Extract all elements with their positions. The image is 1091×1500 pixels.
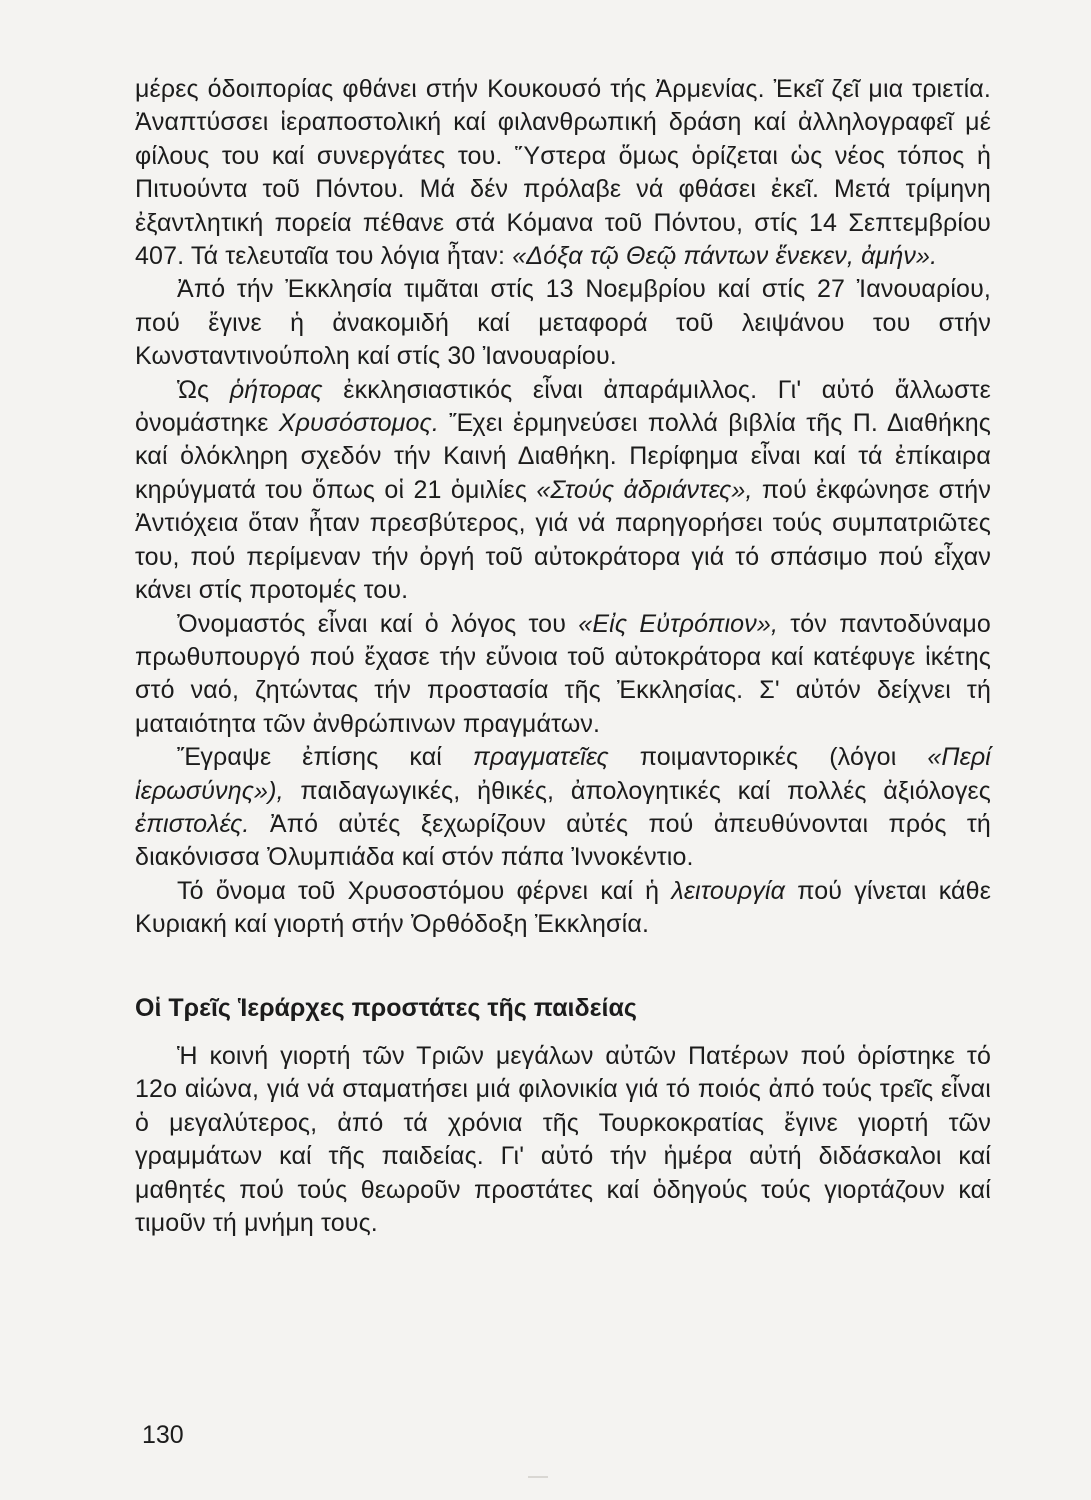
scan-smudge	[528, 1476, 548, 1478]
paragraph-4-part: Ὀνομαστός εἶναι καί ὁ λόγος του	[177, 609, 567, 638]
paragraph-5	[135, 741, 991, 875]
paragraph-1-text: μέρες όδοιπορίας φθάνει στήν Κουκουσό τής Ἀρμενίας. Ἐκεῖ ζεῖ μια τριετία. Ἀναπτύσσει ἱεραποστολική καί φιλανθρωπική δράση καί ἀλληλογραφεῖ μέ φίλους του καί συνεργάτες του. Ὕστερα ὅμως ὁρίζεται ὡς νέος τόπος ἡ Πιτυούντα τοῦ Πόντου. Μά δέν πρόλαβε νά φθάσει ἐκεῖ. Μετά τρίμηνη ἐξαντλητική πορεία πέθανε στά Κόμανα τοῦ Πόντου, στίς 14 Σεπτεμβρίου 407. Τά τελευταῖα του λόγια ἦταν:	[135, 75, 991, 271]
paragraph-5-part: παιδαγωγικές, ἠθικές, ἀπολογητικές καί πολλές ἀξιόλογες	[300, 776, 991, 805]
last-words-quote: «Δόξα τῷ Θεῷ πάντων ἕνεκεν, ἀμήν».	[512, 242, 938, 271]
paragraph-2	[135, 273, 991, 373]
paragraph-3	[135, 374, 991, 608]
paragraph-4	[135, 608, 991, 742]
paragraph-3-italic: Χρυσόστομος.	[278, 409, 439, 438]
paragraph-1	[135, 73, 991, 273]
paragraph-5-italic: «Περί ἱερωσύνης»),	[135, 743, 991, 805]
paragraph-5-italic: ἐπιστολές.	[135, 809, 250, 838]
paragraph-5-italic: πραγματεῖες	[472, 743, 609, 772]
body-text-bottom	[135, 1040, 991, 1240]
paragraph-3-part: πού ἐκφώνησε στήν Ἀντιόχεια ὅταν ἦταν πρεσβύτερος, γιά νά παρηγορήσει τούς συμπατριῶτες του, πού περίμεναν τήν ὀργή τοῦ αὐτοκράτορα γιά τό σπάσιμο πού εἶχαν κάνει στίς προτομές του.	[135, 475, 991, 605]
paragraph-6-part: Τό ὄνομα τοῦ Χρυσοστόμου φέρνει καί ἡ	[177, 876, 660, 905]
paragraph-6-italic: λειτουργία	[671, 876, 786, 905]
paragraph-3-italic: «Στούς ἀδριάντες»,	[536, 475, 753, 504]
paragraph-6-part: πού γίνεται κάθε Κυριακή καί γιορτή στήν Ὀρθόδοξη Ἐκκλησία.	[135, 876, 991, 939]
paragraph-7-text: Ἡ κοινή γιορτή τῶν Τριῶν μεγάλων αὐτῶν Πατέρων πού ὁρίστηκε τό 12ο αἰώνα, γιά νά σταματήσει μιά φιλονικία γιά τό ποιός ἀπό τούς τρεῖς εἶναι ὁ μεγαλύτερος, ἀπό τά χρόνια τῆς Τουρκοκρατίας ἔγινε γιορτή τῶν γραμμάτων καί τῆς παιδείας. Γι' αὐτό τήν ἡμέρα αὐτή διδάσκαλοι καί μαθητές πού τούς θεωροῦν προστάτες καί ὁδηγούς τούς γιορτάζουν καί τιμοῦν τή μνήμη τους.	[135, 1042, 991, 1238]
paragraph-3-italic: ῥήτορας	[229, 375, 323, 404]
paragraph-3-part: ἐκκλησιαστικός εἶναι ἀπαράμιλλος. Γι' αὐτό ἄλλωστε ὀνομάστηκε	[135, 375, 991, 438]
paragraph-5-part: ποιμαντορικές (λόγοι	[639, 743, 897, 772]
section-heading: Οἱ Τρεῖς Ἱεράρχες προστάτες τῆς παιδείας	[135, 994, 637, 1022]
paragraph-5-part: Ἔγραψε ἐπίσης καί	[177, 743, 442, 772]
page-number: 130	[142, 1421, 184, 1449]
body-text-top	[135, 73, 991, 942]
paragraph-6	[135, 875, 991, 942]
paragraph-4-part: τόν παντοδύναμο πρωθυπουργό πού ἔχασε τήν εὔνοια τοῦ αὐτοκράτορα καί κατέφυγε ἱκέτης στό ναό, ζητώντας τήν προστασία τῆς Ἐκκλησίας. Σ' αὐτόν δείχνει τή ματαιότητα τῶν ἀνθρώπινων πραγμάτων.	[135, 609, 991, 738]
paragraph-3-part: Ὡς	[177, 375, 210, 404]
paragraph-5-part: Ἀπό αὐτές ξεχωρίζουν αὐτές πού ἀπευθύνονται πρός τή διακόνισσα Ὀλυμπιάδα καί στόν πάπα Ἰννοκέντιο.	[135, 809, 991, 872]
paragraph-2-text: Ἀπό τήν Ἐκκλησία τιμᾶται στίς 13 Νοεμβρίου καί στίς 27 Ἰανουαρίου, πού ἔγινε ἡ ἀνακομιδή καί μεταφορά τοῦ λειψάνου του στήν Κωνσταντινούπολη καί στίς 30 Ἰανουαρίου.	[135, 275, 991, 371]
paragraph-7	[135, 1040, 991, 1240]
paragraph-4-italic: «Εἰς Εὐτρόπιον»,	[578, 609, 779, 638]
paragraph-3-part: Ἔχει ἑρμηνεύσει πολλά βιβλία τῆς Π. Διαθήκης καί ὁλόκληρη σχεδόν τήν Καινή Διαθήκη. Περίφημα εἶναι καί τά ἐπίκαιρα κηρύγματά του ὅπως οἱ 21 ὁμιλίες	[135, 409, 991, 504]
